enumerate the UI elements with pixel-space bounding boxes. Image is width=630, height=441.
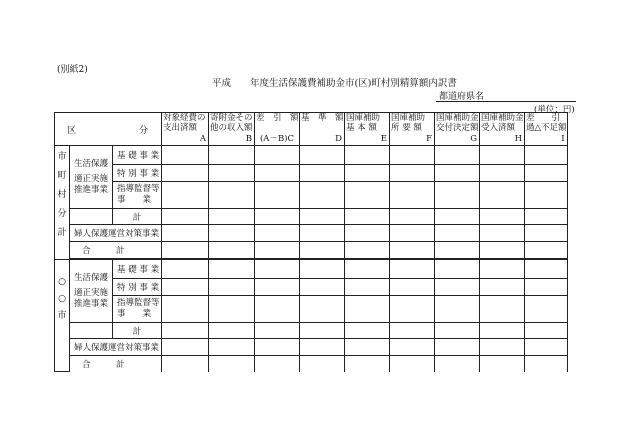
breakdown-table: [54, 112, 568, 372]
cell[interactable]: [390, 279, 435, 296]
prefecture-underline: [436, 101, 576, 102]
section-1-group-label: 生活保護 適正実施 推進事業: [70, 146, 113, 209]
table-row: [55, 260, 568, 279]
cell[interactable]: [255, 225, 300, 242]
cell[interactable]: [162, 165, 209, 182]
cell[interactable]: [209, 182, 255, 209]
row-label-total: 合 計: [70, 356, 162, 372]
cell[interactable]: [435, 225, 480, 242]
header-row: [55, 113, 568, 146]
cell[interactable]: [480, 242, 525, 259]
cell[interactable]: [480, 165, 525, 182]
cell[interactable]: [480, 146, 525, 165]
cell[interactable]: [390, 146, 435, 165]
attachment-note: (別紙2): [57, 65, 88, 75]
row-label-special: 特 別 事 業: [113, 279, 162, 296]
cell[interactable]: [435, 339, 480, 356]
cell[interactable]: [525, 323, 568, 339]
cell[interactable]: [390, 182, 435, 209]
cell[interactable]: [390, 323, 435, 339]
cell[interactable]: [480, 182, 525, 209]
cell[interactable]: [255, 260, 300, 279]
row-label-total: 合 計: [70, 242, 162, 259]
cell[interactable]: [345, 339, 390, 356]
col-header-e: 国庫補助 基 本 額 E: [345, 113, 390, 146]
category-header: 区 分: [55, 113, 162, 146]
cell[interactable]: [525, 279, 568, 296]
cell[interactable]: [390, 225, 435, 242]
row-label-basic: 基 礎 事 業: [113, 260, 162, 279]
cell[interactable]: [300, 339, 345, 356]
cell[interactable]: [435, 165, 480, 182]
cell[interactable]: [435, 242, 480, 259]
cell[interactable]: [209, 296, 255, 323]
cell[interactable]: [525, 165, 568, 182]
row-label-subtotal: 計: [113, 323, 162, 339]
cell[interactable]: [255, 356, 300, 372]
prefecture-label: 都道府県名: [439, 92, 485, 102]
cell[interactable]: [255, 296, 300, 323]
cell[interactable]: [255, 323, 300, 339]
cell[interactable]: [300, 182, 345, 209]
cell[interactable]: [162, 279, 209, 296]
row-label-special: 特 別 事 業: [113, 165, 162, 182]
cell[interactable]: [525, 225, 568, 242]
cell[interactable]: [435, 146, 480, 165]
cell[interactable]: [162, 242, 209, 259]
cell[interactable]: [480, 225, 525, 242]
col-header-b: 寄附金その 他の収入額 B: [210, 113, 253, 144]
table-row: [55, 279, 568, 296]
cell[interactable]: [209, 225, 255, 242]
cell[interactable]: [525, 296, 568, 323]
cell[interactable]: [345, 225, 390, 242]
cell[interactable]: [525, 339, 568, 356]
cell[interactable]: [345, 242, 390, 259]
cell[interactable]: [435, 279, 480, 296]
cell[interactable]: [345, 323, 390, 339]
cell[interactable]: [209, 339, 255, 356]
cell[interactable]: [209, 146, 255, 165]
cell[interactable]: [525, 242, 568, 259]
cell[interactable]: [162, 225, 209, 242]
cell[interactable]: [162, 323, 209, 339]
cell[interactable]: [209, 165, 255, 182]
table-row: [55, 323, 568, 339]
cell[interactable]: [480, 339, 525, 356]
cell[interactable]: [162, 339, 209, 356]
table-row: [55, 165, 568, 182]
cell[interactable]: [390, 296, 435, 323]
cell[interactable]: [480, 260, 525, 279]
cell[interactable]: [390, 260, 435, 279]
cell[interactable]: [390, 242, 435, 259]
cell[interactable]: [525, 260, 568, 279]
cell[interactable]: [162, 356, 209, 372]
col-header-i: 差 引 過△不足額 I: [526, 113, 567, 144]
cell[interactable]: [390, 209, 435, 225]
row-label-subtotal: 計: [113, 209, 162, 225]
form-title: 平成 年度生活保護費補助金市(区)町村別精算額内訳書: [212, 78, 457, 89]
cell[interactable]: [162, 182, 209, 209]
table-row: [55, 242, 568, 259]
cell[interactable]: [209, 279, 255, 296]
cell[interactable]: [345, 356, 390, 372]
cell[interactable]: [209, 242, 255, 259]
cell[interactable]: [162, 146, 209, 165]
cell[interactable]: [255, 209, 300, 225]
cell[interactable]: [345, 260, 390, 279]
cell[interactable]: [390, 165, 435, 182]
cell[interactable]: [345, 146, 390, 165]
cell[interactable]: [345, 209, 390, 225]
col-header-a: 対象経費の 支出済額 A: [162, 113, 209, 146]
cell[interactable]: [480, 323, 525, 339]
row-label-basic: 基 礎 事 業: [113, 146, 162, 165]
cell[interactable]: [525, 182, 568, 209]
unit-label: (単位：円): [534, 105, 575, 115]
cell[interactable]: [300, 165, 345, 182]
cell[interactable]: [255, 165, 300, 182]
cell[interactable]: [255, 339, 300, 356]
cell[interactable]: [435, 260, 480, 279]
col-header-f: 国庫補助 所 要 額 F: [390, 113, 435, 146]
cell[interactable]: [300, 209, 345, 225]
cell[interactable]: [300, 356, 345, 372]
section-2-group-label: 生活保護 適正実施 推進事業: [70, 260, 113, 323]
cell[interactable]: [209, 323, 255, 339]
cell[interactable]: [435, 182, 480, 209]
cell[interactable]: [255, 242, 300, 259]
cell[interactable]: [435, 296, 480, 323]
cell[interactable]: [435, 209, 480, 225]
cell[interactable]: [300, 242, 345, 259]
cell[interactable]: [300, 323, 345, 339]
cell[interactable]: [345, 296, 390, 323]
cell[interactable]: [209, 260, 255, 279]
cell[interactable]: [300, 146, 345, 165]
cell[interactable]: [525, 209, 568, 225]
cell[interactable]: [162, 209, 209, 225]
cell[interactable]: [300, 225, 345, 242]
cell[interactable]: [162, 296, 209, 323]
table-row: [55, 356, 568, 372]
col-header-g: 国庫補助金 交付決定額 G: [436, 113, 479, 144]
col-header-c: 差 引 額 (A－B)C: [256, 113, 299, 144]
row-label-women: 婦人保護運営対策事業: [70, 339, 162, 356]
cell[interactable]: [255, 279, 300, 296]
cell[interactable]: [480, 296, 525, 323]
cell[interactable]: [300, 279, 345, 296]
cell[interactable]: [255, 146, 300, 165]
cell[interactable]: [390, 356, 435, 372]
cell[interactable]: [345, 182, 390, 209]
cell[interactable]: [525, 146, 568, 165]
section-2-vertical-label: ○ ○ 市: [55, 260, 70, 372]
cell[interactable]: [300, 260, 345, 279]
cell[interactable]: [480, 209, 525, 225]
cell[interactable]: [209, 356, 255, 372]
col-header-d: 基 準 額 D: [301, 113, 344, 144]
cell[interactable]: [435, 323, 480, 339]
section-1-vertical-label: 市 町 村 分 計: [55, 146, 70, 260]
col-header-h: 国庫補助金 受入済額 H: [481, 113, 524, 144]
row-label-guidance: 指導監督等 事 業: [113, 182, 162, 209]
cell[interactable]: [255, 182, 300, 209]
cell[interactable]: [390, 339, 435, 356]
cell[interactable]: [435, 356, 480, 372]
cell[interactable]: [209, 209, 255, 225]
table-row: [55, 182, 568, 209]
cell[interactable]: [525, 356, 568, 372]
row-label-guidance: 指導監督等 事 業: [113, 296, 162, 323]
table-row: [55, 209, 568, 225]
table-row: [55, 146, 568, 165]
row-label-women: 婦人保護運営対策事業: [70, 225, 162, 242]
table-row: [55, 296, 568, 323]
cell[interactable]: [300, 296, 345, 323]
cell[interactable]: [345, 165, 390, 182]
cell[interactable]: [480, 279, 525, 296]
table-row: [55, 225, 568, 242]
cell[interactable]: [162, 260, 209, 279]
cell[interactable]: [345, 279, 390, 296]
cell[interactable]: [480, 356, 525, 372]
table-row: [55, 339, 568, 356]
